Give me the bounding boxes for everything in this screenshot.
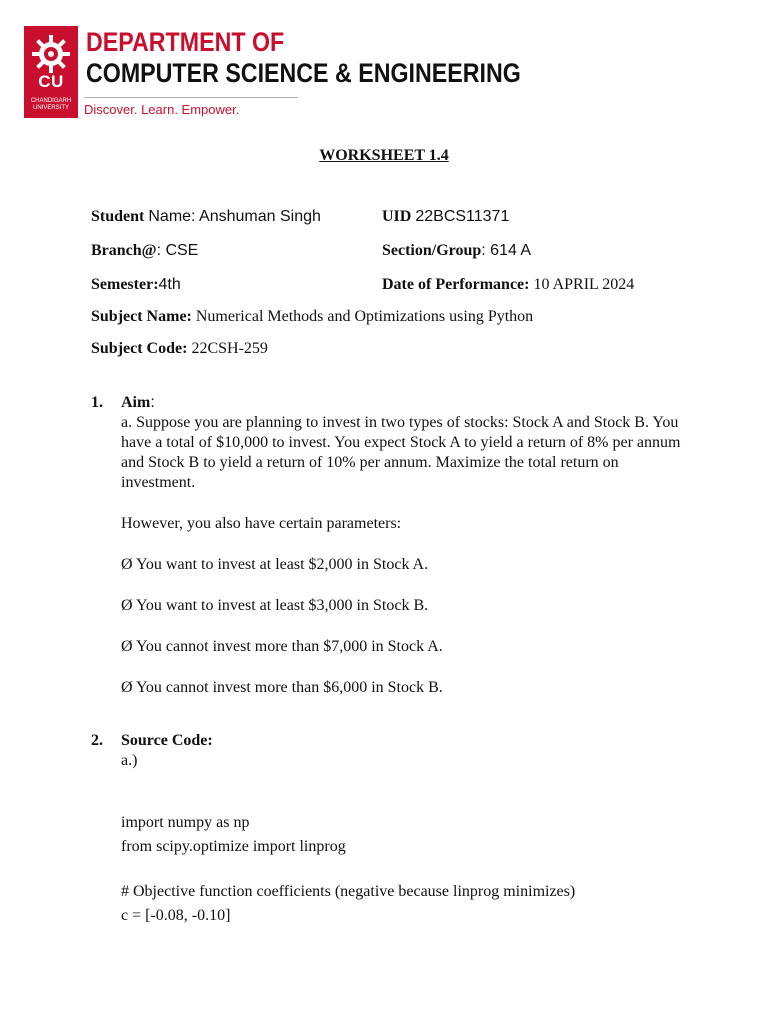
section-row <box>382 242 531 260</box>
department-title-line1: DEPARTMENT OF <box>86 27 285 57</box>
uid-row <box>382 208 509 226</box>
parameter-item: Ø You want to invest at least $3,000 in Stock B. <box>121 597 429 614</box>
aim-title: Aim <box>121 394 151 411</box>
aim-parameters-intro: However, you also have certain parameters: <box>121 515 402 532</box>
source-heading <box>91 731 691 751</box>
code-line: import numpy as np <box>121 814 250 831</box>
uid-label: UID <box>382 208 412 225</box>
branch-label: Branch@ <box>91 242 157 259</box>
department-title-line2: COMPUTER SCIENCE & ENGINEERING <box>86 58 521 88</box>
subject-code-label: Subject Code: <box>91 340 188 357</box>
student-name-row <box>91 208 321 226</box>
department-header <box>24 26 521 122</box>
code-line: c = [-0.08, -0.10] <box>121 907 231 924</box>
aim-number: 1. <box>91 394 103 411</box>
semester-label: Semester: <box>91 276 159 293</box>
university-logo <box>24 26 78 118</box>
source-code-section <box>91 731 691 926</box>
logo-university-name: CHANDIGARH UNIVERSITY <box>30 98 72 111</box>
date-value: 10 APRIL 2024 <box>533 276 635 293</box>
parameter-item: Ø You cannot invest more than $6,000 in Stock B. <box>121 679 443 696</box>
header-divider <box>84 97 298 98</box>
source-title: Source Code: <box>121 732 213 749</box>
student-label: Student <box>91 208 145 225</box>
aim-problem-text: a. Suppose you are planning to invest in two types of stocks: Stock A and Stock B. You have a total of $10,000 to invest. You expect Stock A to yield a return of 8% per annum and Stock B to yield a return of 10% per annum. Maximize the total return on investment. <box>121 414 681 491</box>
aim-heading <box>91 393 691 413</box>
source-part-label: a.) <box>121 752 138 769</box>
subject-name-value: Numerical Methods and Optimizations using Python <box>195 308 534 325</box>
branch-value: : CSE <box>156 242 199 259</box>
date-label: Date of Performance: <box>382 276 530 293</box>
gear-emblem-icon <box>31 34 71 74</box>
worksheet-title: WORKSHEET 1.4 <box>319 147 449 164</box>
subject-name-row <box>91 308 533 326</box>
worksheet-body <box>91 393 691 926</box>
branch-row <box>91 242 198 260</box>
parameter-item: Ø You cannot invest more than $7,000 in Stock A. <box>121 638 443 655</box>
tagline: Discover. Learn. Empower. <box>84 102 240 117</box>
source-number: 2. <box>91 732 103 749</box>
aim-section <box>91 393 691 698</box>
code-line: from scipy.optimize import linprog <box>121 838 346 855</box>
date-row <box>382 276 634 294</box>
semester-value: 4th <box>158 276 181 293</box>
logo-initials: CU <box>38 72 64 91</box>
section-label: Section/Group <box>382 242 482 259</box>
subject-name-label: Subject Name: <box>91 308 192 325</box>
student-name-value: Name: Anshuman Singh <box>148 208 321 225</box>
code-line: # Objective function coefficients (negative because linprog minimizes) <box>121 883 576 900</box>
parameter-item: Ø You want to invest at least $2,000 in Stock A. <box>121 556 429 573</box>
semester-row <box>91 276 181 294</box>
uid-value: 22BCS11371 <box>415 208 510 225</box>
section-value: : 614 A <box>481 242 532 259</box>
subject-code-value: 22CSH-259 <box>191 340 268 357</box>
aim-colon: : <box>150 394 155 411</box>
subject-code-row <box>91 340 268 358</box>
